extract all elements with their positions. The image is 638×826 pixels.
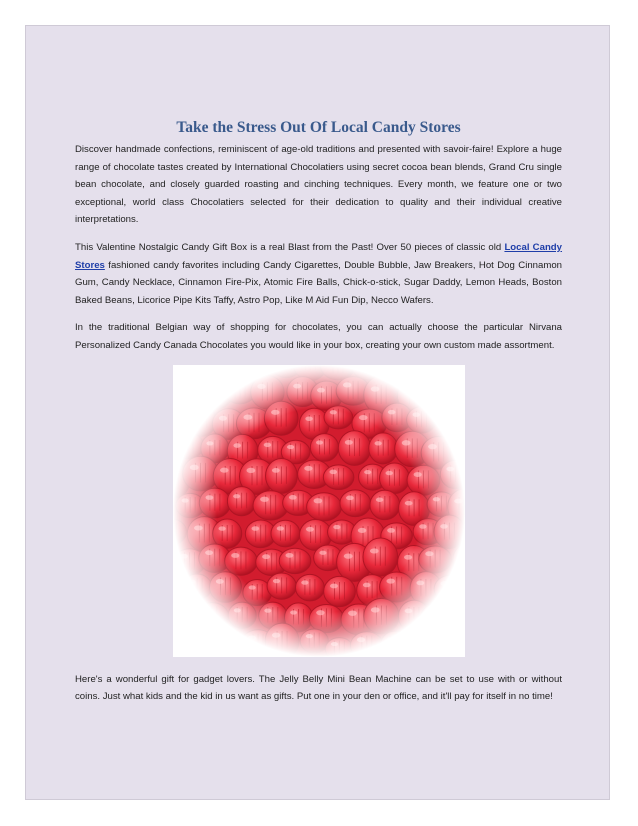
candy-highlight <box>271 632 279 637</box>
candy-highlight <box>205 383 214 388</box>
candy-highlight <box>263 442 271 447</box>
candy-highlight <box>404 387 412 392</box>
document-title: Take the Stress Out Of Local Candy Stores <box>176 119 461 136</box>
candy-highlight <box>218 526 225 530</box>
candy-highlight <box>301 580 308 584</box>
candy-highlight <box>181 498 188 502</box>
candy-piece <box>440 406 464 429</box>
candy-highlight <box>230 382 238 387</box>
candy-highlight <box>316 610 325 615</box>
candy-highlight <box>305 634 312 638</box>
candy-highlight <box>285 553 293 558</box>
candy-highlight <box>362 582 370 587</box>
candy-highlight <box>305 416 312 420</box>
candy-highlight <box>440 581 448 586</box>
candy-piece <box>440 460 465 488</box>
candy-highlight <box>243 414 252 419</box>
candy-highlight <box>187 640 195 645</box>
candy-highlight <box>189 464 198 469</box>
candy-highlight <box>272 578 279 582</box>
candy-highlight <box>329 469 337 474</box>
candy-highlight <box>413 472 421 477</box>
candy-highlight <box>287 444 294 448</box>
candy-highlight <box>316 440 323 444</box>
paragraph-bean-machine: Here's a wonderful gift for gadget lovers. The Jelly Belly Mini Bean Machine can be set to use with or without coins. Just what kids and the kid in us want as gifts. Put one in your den or office, and it'll pay for itself in no time! <box>75 673 562 703</box>
candy-highlight <box>264 608 271 612</box>
candy-pile <box>173 365 465 657</box>
candy-highlight <box>370 607 379 612</box>
candy-highlight <box>426 611 434 616</box>
candy-highlight <box>215 579 223 584</box>
paragraph-intro: Discover handmade confections, reminiscent of age-old traditions and presented with savoir-faire! Explore a huge range of chocolate tastes created by International Chocolatiers using secret cocoa bean blends, Grand Cru single bean chocolate, and closely guarded roasting and cinching techniques. Every month, we feature one or two exceptional, world class Chocolatiers selected for their dedication to quality and their individual creative interpretations. <box>75 144 562 226</box>
candy-highlight <box>304 465 312 470</box>
candy-highlight <box>386 637 393 641</box>
candy-highlight <box>401 440 410 445</box>
candy-highlight <box>369 548 378 553</box>
candy-highlight <box>329 583 337 588</box>
candy-highlight <box>257 383 265 388</box>
candy-highlight <box>387 528 395 533</box>
candy-highlight <box>313 498 322 503</box>
candy-highlight <box>446 466 454 471</box>
candy-highlight <box>404 500 412 505</box>
candy-highlight <box>446 634 455 639</box>
candy-highlight <box>357 527 366 532</box>
candy-highlight <box>446 410 453 414</box>
candy-highlight <box>271 409 279 414</box>
candy-highlight <box>188 579 195 583</box>
candy-highlight <box>454 498 462 503</box>
candy-highlight <box>231 553 239 558</box>
candy-highlight <box>205 550 213 555</box>
candy-highlight <box>425 551 433 556</box>
candy-highlight <box>305 526 313 531</box>
candy-highlight <box>248 585 255 589</box>
candy-highlight <box>416 580 424 585</box>
candy-highlight <box>432 497 439 501</box>
local-candy-stores-link[interactable]: Local Candy Stores <box>75 241 563 271</box>
candy-highlight <box>201 608 210 613</box>
candy-highlight <box>330 641 337 645</box>
candy-highlight <box>319 550 326 554</box>
candy-highlight <box>457 610 464 614</box>
candy-highlight <box>411 637 419 642</box>
candy-highlight <box>356 637 364 642</box>
candy-highlight <box>404 554 412 559</box>
candy-highlight <box>343 553 352 558</box>
candy-highlight <box>247 635 256 640</box>
candy-highlight <box>428 443 437 448</box>
candy-highlight <box>180 611 187 615</box>
candy-highlight <box>358 414 367 419</box>
candy-highlight <box>233 494 240 498</box>
candy-highlight <box>288 495 296 500</box>
candy-highlight <box>419 524 426 528</box>
candy-highlight <box>271 468 279 473</box>
candy-image <box>173 365 465 657</box>
candy-highlight <box>404 608 412 613</box>
candy-highlight <box>430 381 438 386</box>
paragraph-gift-box <box>75 239 562 309</box>
candy-highlight <box>276 526 283 530</box>
candy-highlight <box>370 386 379 391</box>
candy-highlight <box>375 497 382 501</box>
candy-highlight <box>412 412 419 416</box>
candy-highlight <box>293 383 301 388</box>
candy-highlight <box>217 641 224 645</box>
candy-highlight <box>386 578 395 583</box>
candy-highlight <box>387 409 395 414</box>
candy-illustration <box>173 365 465 657</box>
document-page <box>25 25 610 800</box>
candy-highlight <box>233 443 241 448</box>
document-body <box>75 117 562 716</box>
candy-highlight <box>348 610 357 615</box>
candy-highlight <box>193 413 200 417</box>
candy-highlight <box>205 495 213 500</box>
candy-highlight <box>175 388 183 393</box>
candy-highlight <box>220 467 229 472</box>
candy-highlight <box>333 524 340 528</box>
candy-highlight <box>251 526 259 531</box>
candy-highlight <box>374 441 381 445</box>
candy-highlight <box>364 470 371 474</box>
candy-highlight <box>454 383 462 388</box>
candy-highlight <box>194 525 203 530</box>
candy-highlight <box>218 415 226 420</box>
candy-highlight <box>346 495 354 500</box>
candy-highlight <box>329 410 336 414</box>
candy-highlight <box>178 437 186 442</box>
candy-highlight <box>246 467 255 472</box>
candy-highlight <box>317 387 325 392</box>
candy-highlight <box>385 470 392 474</box>
candy-highlight <box>290 610 297 614</box>
candy-highlight <box>179 553 187 558</box>
paragraph-belgian: In the traditional Belgian way of shopping for chocolates, you can actually choose the particular Nirvana Personalized Candy Canada Chocolates you would like in your box, creating your own custom made assortment. <box>75 322 562 351</box>
candy-highlight <box>206 441 213 445</box>
candy-highlight <box>456 442 464 447</box>
candy-highlight <box>260 496 269 501</box>
candy-highlight <box>342 382 350 387</box>
candy-highlight <box>440 524 448 529</box>
paragraph-gift-box-text-end: fashioned candy favorites including Candy Cigarettes, Double Bubble, Jaw Breakers, Hot Dog Cinnamon Gum, Candy Necklace, Cinnamon Fire-Pix, Atomic Fire Balls, Chick-o-stick, Sugar Daddy, Lemon Heads, Boston Baked Beans, Licorice Pipe Kits Taffy, Astro Pop, Like M Aid Fun Dip, Necco Wafers. <box>75 259 562 306</box>
paragraph-gift-box-text-start: This Valentine Nostalgic Candy Gift Box is a real Blast from the Past! Over 50 pieces of classic old <box>75 241 505 253</box>
candy-highlight <box>344 439 352 444</box>
candy-highlight <box>233 608 240 612</box>
candy-highlight <box>262 554 270 559</box>
